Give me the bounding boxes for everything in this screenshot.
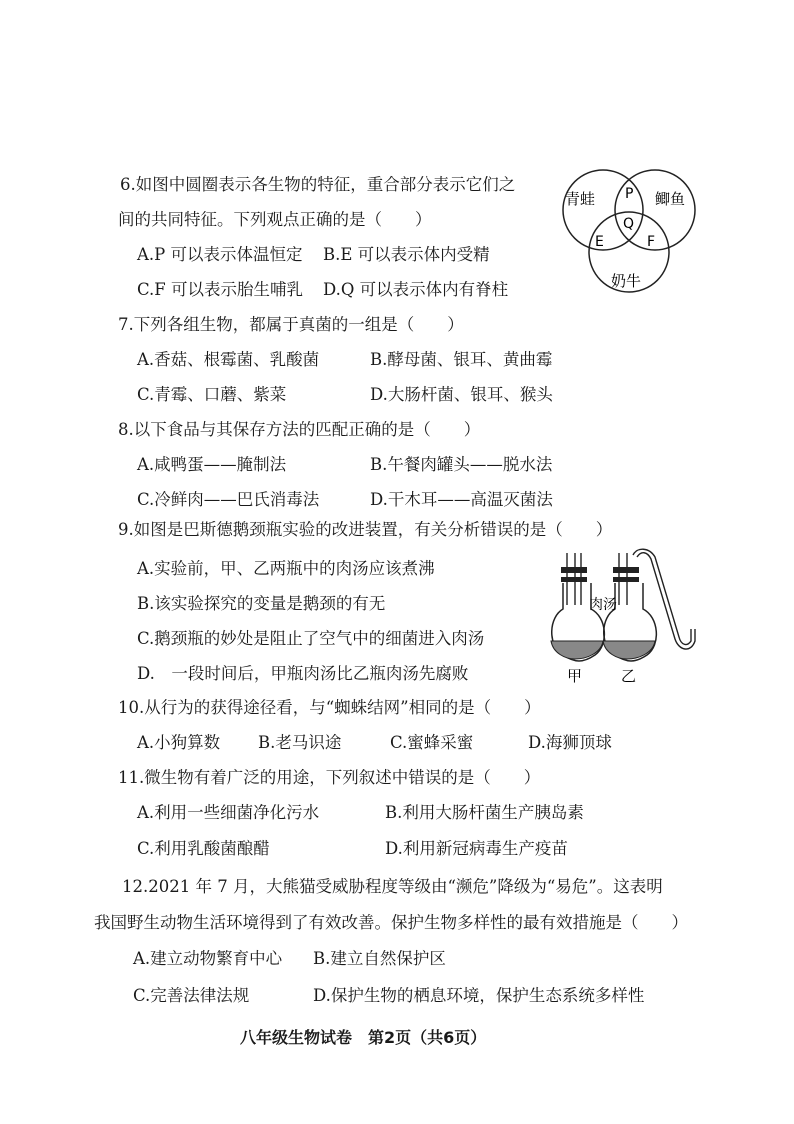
- q10-option-d: D.海狮顶球: [528, 733, 612, 752]
- q6-option-d: D.Q 可以表示体内有脊柱: [323, 280, 509, 299]
- q10-option-b: B.老马识途: [258, 733, 342, 752]
- q11-option-c: C.利用乳酸菌酿醋: [137, 839, 270, 858]
- venn-label-e: E: [595, 234, 604, 250]
- q9-option-a: A.实验前，甲、乙两瓶中的肉汤应该煮沸: [137, 559, 435, 578]
- stopper-yi-bottom: [613, 577, 639, 582]
- label-jia: 甲: [567, 667, 583, 685]
- q8-option-c: C.冷鲜肉——巴氏消毒法: [137, 490, 320, 509]
- venn-label-q: Q: [623, 216, 635, 232]
- q12-option-d: D.保护生物的栖息环境，保护生态系统多样性: [313, 986, 645, 1005]
- label-broth: 肉汤: [589, 597, 617, 613]
- stopper-yi-top: [613, 567, 639, 573]
- q12-option-a: A.建立动物繁育中心: [133, 949, 283, 968]
- q12-stem-line2: 我国野生动物生活环境得到了有效改善。保护生物多样性的最有效措施是（ ）: [94, 913, 688, 932]
- stopper-jia-bottom: [561, 577, 587, 582]
- q11-option-d: D.利用新冠病毒生产疫苗: [385, 839, 568, 858]
- q11-option-a: A.利用一些细菌净化污水: [137, 803, 320, 822]
- q8-stem: 8.以下食品与其保存方法的匹配正确的是（ ）: [118, 420, 481, 439]
- q12-option-c: C.完善法律法规: [133, 986, 250, 1005]
- q9-option-b: B.该实验探究的变量是鹅颈的有无: [137, 594, 386, 613]
- q11-option-b: B.利用大肠杆菌生产胰岛素: [385, 803, 584, 822]
- q6-option-b: B.E 可以表示体内受精: [323, 245, 490, 264]
- venn-label-f: F: [647, 234, 656, 250]
- q10-option-a: A.小狗算数: [137, 733, 221, 752]
- q6-stem-line2: 间的共同特征。下列观点正确的是（ ）: [118, 210, 432, 229]
- q10-stem: 10.从行为的获得途径看，与“蜘蛛结网”相同的是（ ）: [118, 698, 541, 717]
- q10-option-c: C.蜜蜂采蜜: [390, 733, 474, 752]
- q12-option-b: B.建立自然保护区: [313, 949, 446, 968]
- q8-option-d: D.干木耳——高温灭菌法: [370, 490, 553, 509]
- q6-stem-line1: 6.如图中圆圈表示各生物的特征，重合部分表示它们之: [120, 175, 516, 194]
- q6-option-a: A.P 可以表示体温恒定: [137, 245, 303, 264]
- q8-option-b: B.午餐肉罐头——脱水法: [370, 455, 553, 474]
- q12-stem-line1: 12.2021 年 7 月，大熊猫受威胁程度等级由“濒危”降级为“易危”。这表明: [122, 877, 663, 896]
- q9-option-c: C.鹅颈瓶的妙处是阻止了空气中的细菌进入肉汤: [137, 629, 485, 648]
- broth-jia: [551, 641, 603, 659]
- q8-option-a: A.咸鸭蛋——腌制法: [137, 455, 287, 474]
- q7-option-c: C.青霉、口蘑、紫菜: [137, 385, 287, 404]
- venn-label-frog: 青蛙: [565, 190, 596, 208]
- broth-yi: [603, 641, 655, 659]
- label-yi: 乙: [621, 667, 637, 685]
- stopper-jia-top: [561, 567, 587, 573]
- venn-label-p: P: [625, 186, 634, 202]
- q11-stem: 11.微生物有着广泛的用途，下列叙述中错误的是（ ）: [118, 768, 541, 787]
- venn-label-cow: 奶牛: [611, 272, 642, 290]
- swan-neck-flask-apparatus: [545, 545, 705, 687]
- q9-stem: 9.如图是巴斯德鹅颈瓶实验的改进装置，有关分析错误的是（ ）: [118, 520, 613, 539]
- page-footer: 八年级生物试卷 第2页（共6页）: [240, 1028, 487, 1047]
- venn-label-carp: 鲫鱼: [655, 190, 686, 208]
- q9-option-d: D. 一段时间后，甲瓶肉汤比乙瓶肉汤先腐败: [137, 664, 469, 683]
- q7-option-d: D.大肠杆菌、银耳、猴头: [370, 385, 553, 404]
- q7-option-b: B.酵母菌、银耳、黄曲霉: [370, 350, 553, 369]
- q6-option-c: C.F 可以表示胎生哺乳: [137, 280, 303, 299]
- venn-diagram: [555, 168, 705, 296]
- q7-option-a: A.香菇、根霉菌、乳酸菌: [137, 350, 320, 369]
- q7-stem: 7.下列各组生物，都属于真菌的一组是（ ）: [118, 315, 464, 334]
